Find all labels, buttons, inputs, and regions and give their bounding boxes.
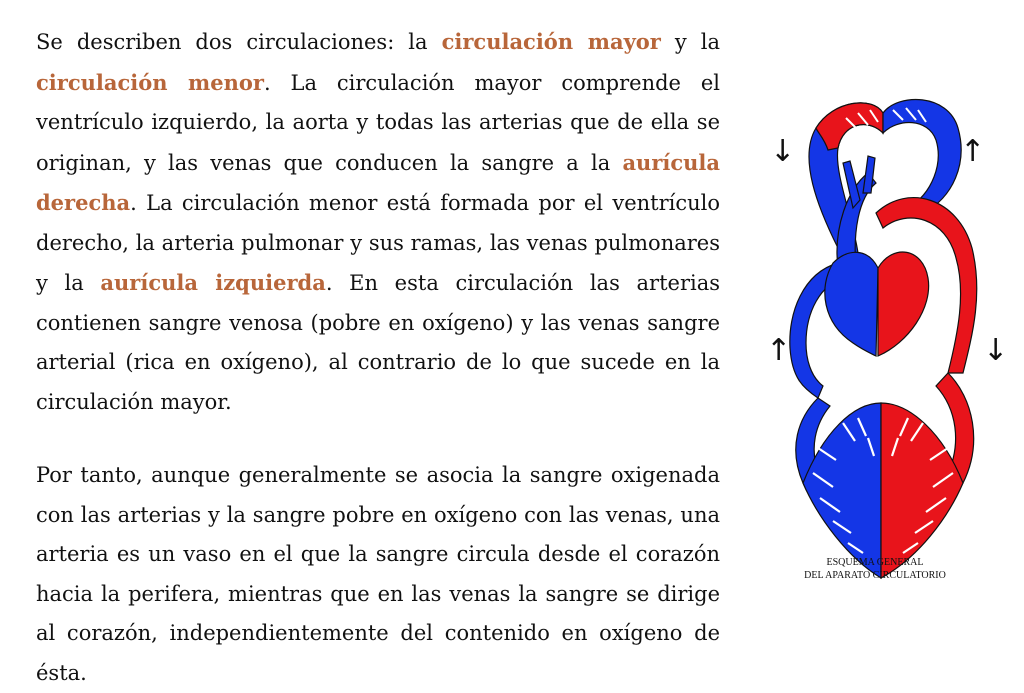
heart-left bbox=[825, 252, 878, 356]
arrow-up-top-right: ↑ bbox=[960, 134, 986, 169]
p1-text-1: Se describen dos circulaciones: la bbox=[36, 30, 442, 54]
arrow-down-bottom-right: ↓ bbox=[983, 333, 1009, 368]
text-column bbox=[36, 22, 720, 693]
caption-line-2: DEL APARATO CIRCULATORIO bbox=[804, 570, 946, 581]
pulmonary-loop-arterial bbox=[816, 103, 883, 150]
highlight-circulacion-menor: circulación menor bbox=[36, 69, 264, 95]
figure-caption bbox=[780, 556, 970, 582]
paragraph-2 bbox=[36, 456, 720, 693]
highlight-auricula-derecha: aurícula derecha bbox=[36, 149, 720, 215]
p1-text-3: . La circulación mayor comprende el ventrículo izquierdo, la aorta y todas las arterias que de ella se originan, y las venas que conducen la sangre a la bbox=[36, 70, 720, 175]
arrow-down-top-left: ↓ bbox=[770, 134, 796, 169]
p2-text: Por tanto, aunque generalmente se asocia la sangre oxigenada con las arterias y la sangre pobre en oxígeno con las venas, una arteria es un vaso en el que la sangre circula desde el corazón hacia la perifera, mientras que en las venas la sangre se dirige al corazón, independientemente del contenido en oxígeno de ésta. bbox=[36, 463, 720, 685]
heart-right bbox=[878, 252, 929, 356]
caption-line-1: ESQUEMA GENERAL bbox=[826, 557, 924, 568]
arrow-up-bottom-left: ↑ bbox=[766, 333, 792, 368]
p1-text-4: . La circulación menor está formada por el ventrículo derecho, la arteria pulmonar y sus ramas, las venas pulmonares y la bbox=[36, 191, 720, 295]
highlight-circulacion-mayor: circulación mayor bbox=[441, 29, 661, 54]
p1-text-2: y la bbox=[660, 30, 721, 54]
highlight-auricula-izquierda: aurícula izquierda bbox=[100, 270, 326, 295]
systemic-capillary-bed-arterial bbox=[881, 403, 963, 578]
p1-text-5: . En esta circulación las arterias contienen sangre venosa (pobre en oxígeno) y las venas sangre arterial (rica en oxígeno), al contrario de lo que sucede en la circulación mayor. bbox=[36, 271, 720, 414]
paragraph-1 bbox=[36, 22, 720, 422]
